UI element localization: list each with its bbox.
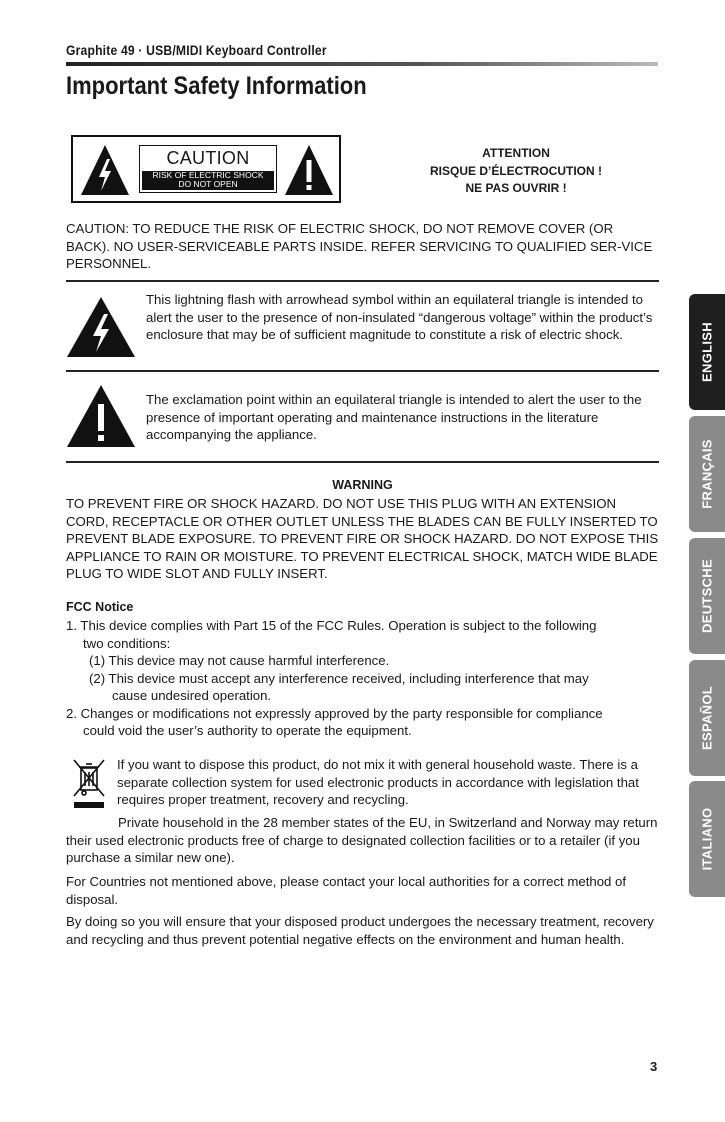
fcc-subitem-2-cont: cause undesired operation. bbox=[112, 688, 272, 703]
divider bbox=[66, 461, 659, 463]
fcc-item-2-cont: could void the user’s authority to operate the equipment. bbox=[83, 723, 412, 738]
attention-french bbox=[400, 145, 632, 198]
caution-label bbox=[71, 135, 341, 203]
page-number: 3 bbox=[650, 1059, 658, 1074]
exclamation-symbol-text: The exclamation point within an equilateral triangle is intended to alert the user to the presence of important operating and maintenance instructions in the literature accompanying the appliance. bbox=[146, 392, 642, 442]
lightning-symbol-text: This lightning flash with arrowhead symbol within an equilateral triangle is intended to alert the user to the presence of non-insulated “dangerous voltage” within the product’s enclosure that may be of sufficient magnitude to constitute a risk of electric shock. bbox=[146, 292, 653, 342]
divider bbox=[66, 370, 659, 372]
eu-return-text: Private household in the 28 member states of the EU, in Switzerland and Norway may return their used electronic products free of charge to designated collection facilities or to a retailer (if you purchase a similar new one). bbox=[66, 815, 658, 865]
running-header: Graphite 49 · USB/MIDI Keyboard Controller bbox=[66, 43, 327, 58]
fcc-item-1-cont: two conditions: bbox=[83, 635, 171, 651]
page-title: Important Safety Information bbox=[66, 72, 367, 100]
other-countries-text: For Countries not mentioned above, please contact your local authorities for a correct method of disposal. bbox=[66, 874, 627, 907]
lightning-triangle-icon bbox=[66, 296, 136, 358]
benefit-text: By doing so you will ensure that your disposed product undergoes the necessary treatment, recovery and recycling and thus prevent potential negative effects on the environment and human health. bbox=[66, 914, 654, 947]
tab-english-label: ENGLISH bbox=[699, 322, 715, 382]
tab-francais[interactable] bbox=[689, 416, 725, 532]
fcc-subitem-1: (1) This device may not cause harmful interference. bbox=[89, 653, 390, 668]
divider bbox=[66, 280, 659, 282]
caution-black-bar bbox=[142, 171, 274, 190]
exclamation-triangle-icon bbox=[66, 384, 136, 448]
fcc-item-2: 2. Changes or modifications not expressly approved by the party responsible for compliance bbox=[66, 705, 603, 721]
caution-inner-box bbox=[139, 145, 277, 193]
caution-word: CAUTION bbox=[166, 148, 250, 168]
exclamation-triangle-icon bbox=[283, 143, 335, 197]
tab-francais-label: FRANÇAIS bbox=[699, 439, 715, 509]
tab-italiano-label: ITALIANO bbox=[699, 807, 715, 871]
attention-line-1: ATTENTION bbox=[482, 146, 550, 160]
attention-line-3: NE PAS OUVRIR ! bbox=[465, 181, 567, 195]
caution-paragraph: CAUTION: TO REDUCE THE RISK OF ELECTRIC SHOCK, DO NOT REMOVE COVER (OR BACK). NO USER-SERVICEABLE PARTS INSIDE. REFER SERVICING TO QUALIFIED SER-VICE PERSONNEL. bbox=[66, 221, 653, 271]
fcc-title: FCC Notice bbox=[66, 600, 134, 614]
tab-deutsche[interactable] bbox=[689, 538, 725, 654]
tab-espanol[interactable] bbox=[689, 660, 725, 776]
lightning-triangle-icon bbox=[79, 143, 131, 197]
weee-disposal-text: If you want to dispose this product, do not mix it with general household waste. There is a separate collection system for used electronic products in accordance with legislation that requires proper treatment, recovery and recycling. bbox=[117, 757, 639, 807]
tab-italiano[interactable] bbox=[689, 781, 725, 897]
fcc-item-1: 1. This device complies with Part 15 of the FCC Rules. Operation is subject to the following bbox=[66, 618, 597, 633]
fcc-list bbox=[66, 617, 660, 740]
warning-title: WARNING bbox=[332, 478, 393, 492]
tab-english[interactable] bbox=[689, 294, 725, 410]
header-rule bbox=[66, 62, 658, 66]
weee-bin-icon bbox=[72, 758, 106, 810]
caution-line-1: RISK OF ELECTRIC SHOCK bbox=[152, 170, 264, 180]
fcc-subitem-2: (2) This device must accept any interference received, including interference that may bbox=[89, 670, 589, 686]
tab-espanol-label: ESPAÑOL bbox=[699, 686, 715, 750]
warning-body: TO PREVENT FIRE OR SHOCK HAZARD. DO NOT USE THIS PLUG WITH AN EXTENSION CORD, RECEPTACLE OR OTHER OUTLET UNLESS THE BLADES CAN BE FULLY INSERTED TO PREVENT BLADE EXPOSURE. TO PREVENT FIRE OR SHOCK HAZARD. DO NOT EXPOSE THIS APPLIANCE TO RAIN OR MOISTURE. TO PREVENT ELECTRICAL SHOCK, MATCH WIDE BLADE PLUG TO WIDE SLOT AND FULLY INSERT. bbox=[66, 496, 659, 581]
tab-deutsche-label: DEUTSCHE bbox=[699, 559, 715, 633]
caution-line-2: DO NOT OPEN bbox=[178, 179, 238, 189]
attention-line-2: RISQUE D’ÉLECTROCUTION ! bbox=[429, 163, 602, 178]
